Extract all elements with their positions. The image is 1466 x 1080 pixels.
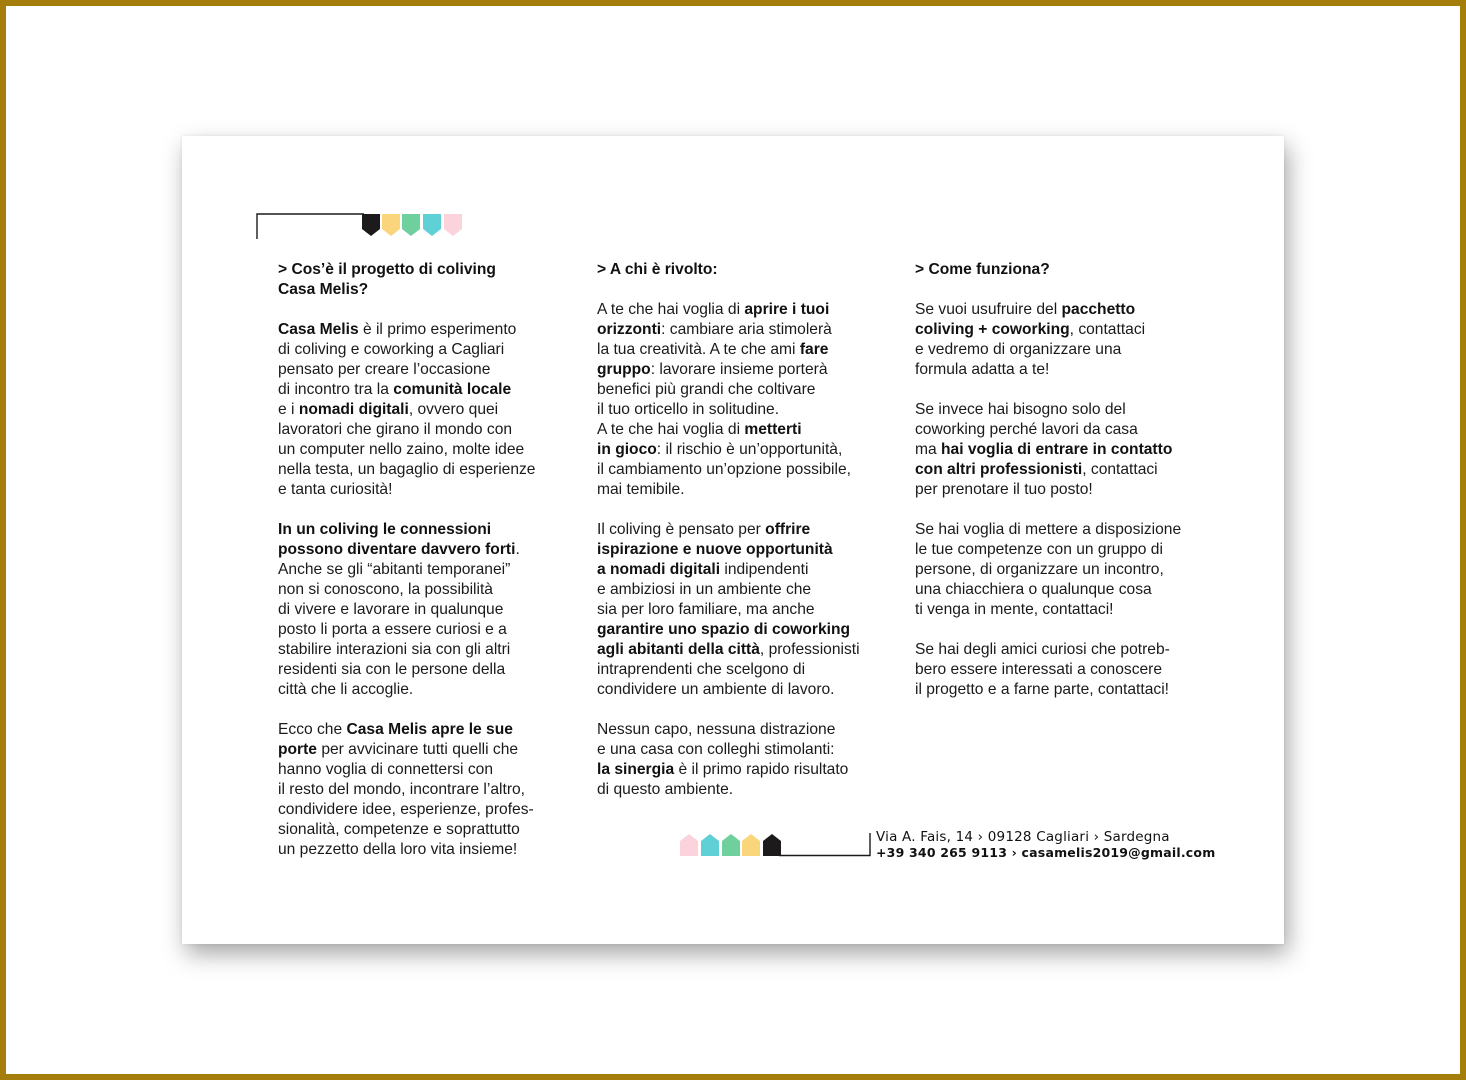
bold-text: aprire i tuoi orizzonti: [597, 301, 830, 338]
footer-contact: [876, 829, 1216, 861]
text-run: : il rischio è un’opportunità, il cambiamento un’opzione possibile, mai temibile.: [597, 441, 851, 498]
footer-address: Via A. Fais, 14 › 09128 Cagliari › Sardegna: [876, 829, 1170, 845]
top-bracket-line: [257, 214, 364, 239]
text-run: Se vuoi usufruire del: [915, 301, 1062, 318]
bold-text: Casa Melis: [278, 321, 359, 338]
house-green: [722, 834, 740, 856]
paragraph: [915, 520, 1215, 620]
column-heading: > Cos’è il progetto di coliving Casa Melis?: [278, 261, 496, 298]
text-run: A te che hai voglia di: [597, 301, 745, 318]
paragraph: [597, 300, 897, 500]
flag-pink: [444, 214, 462, 236]
flag-yellow: [382, 214, 400, 236]
paragraph: [278, 720, 578, 860]
text-run: Ecco che: [278, 721, 347, 738]
column-heading: > A chi è rivolto:: [597, 261, 718, 278]
bold-text: comunità locale: [393, 381, 512, 398]
text-run: è il primo rapido risultato di questo ambiente.: [597, 761, 849, 798]
house-yellow: [742, 834, 760, 856]
paragraph: [597, 520, 897, 700]
flyer-sheet: [182, 136, 1284, 944]
text-run: , professionisti intraprendenti che scelgono di condividere un ambiente di lavoro.: [597, 641, 860, 698]
text-run: indipendenti e ambiziosi in un ambiente che sia per loro familiare, ma anche: [597, 561, 815, 618]
house-black: [763, 834, 781, 856]
paragraph: [278, 320, 578, 500]
flag-green: [402, 214, 420, 236]
text-run: : lavorare insieme porterà benefici più grandi che coltivare il tuo orticello in solitudine. A te che hai voglia di: [597, 361, 828, 438]
text-run: : cambiare aria stimolerà la tua creatività. A te che ami: [597, 321, 832, 358]
text-run: Se invece hai bisogno solo del coworking perché lavori da casa ma: [915, 401, 1138, 458]
paragraph: [278, 520, 578, 700]
text-run: , contattaci per prenotare il tuo posto!: [915, 461, 1158, 498]
bold-text: pacchetto coliving + coworking: [915, 301, 1136, 338]
text-run: per avvicinare tutti quelli che hanno voglia di connettersi con il resto del mondo, incontrare l’altro, condividere idee, esperienze, profes- sionalità, competenze e soprattutto un pezzetto della loro vita insieme!: [278, 741, 534, 858]
column-how-it-works: [915, 260, 1215, 720]
bottom-bracket-line: [779, 833, 870, 856]
paragraph: [915, 640, 1215, 700]
bold-text: garantire uno spazio di coworking agli abitanti della città: [597, 621, 850, 658]
text-run: Se hai degli amici curiosi che potreb- bero essere interessati a conoscere il progetto e a farne parte, contattaci!: [915, 641, 1170, 698]
bold-text: fare gruppo: [597, 341, 829, 378]
top-flags-decoration: [256, 212, 466, 242]
text-run: Il coliving è pensato per: [597, 521, 766, 538]
text-run: è il primo esperimento di coliving e coworking a Cagliari pensato per creare l’occasione di incontro tra la: [278, 321, 517, 398]
column-what-is: [278, 260, 578, 880]
paragraph: [597, 720, 897, 800]
text-run: Se hai voglia di mettere a disposizione le tue competenze con un gruppo di persone, di organizzare un incontro, una chiacchiera o qualunque cosa ti venga in mente, contattaci!: [915, 521, 1182, 618]
paragraph: [915, 300, 1215, 380]
text-run: , contattaci e vedremo di organizzare una formula adatta a te!: [915, 321, 1146, 378]
house-pink: [680, 834, 698, 856]
bold-text: la sinergia: [597, 761, 675, 778]
bold-text: hai voglia di entrare in contatto con altri professionisti: [915, 441, 1173, 478]
bottom-houses-decoration: [679, 832, 875, 858]
bold-text: In un coliving le connessioni possono diventare davvero forti: [278, 521, 516, 558]
flag-cyan: [423, 214, 441, 236]
flag-black: [362, 214, 380, 236]
bold-text: nomadi digitali: [298, 401, 409, 418]
text-run: . Anche se gli “abitanti temporanei” non si conoscono, la possibilità di vivere e lavorare in qualunque posto li porta a essere curiosi e a stabilire interazioni sia con gli altri residenti sia con le persone della città che li accoglie.: [278, 541, 520, 698]
paragraph: [915, 400, 1215, 500]
footer-phone-email: +39 340 265 9113 › casamelis2019@gmail.com: [876, 845, 1216, 860]
bold-text: metterti in gioco: [597, 421, 802, 458]
text-run: , ovvero quei lavoratori che girano il mondo con un computer nello zaino, molte idee nella testa, un bagaglio di esperienze e tanta curiosità!: [278, 401, 536, 498]
column-target-audience: [597, 260, 897, 820]
text-run: Nessun capo, nessuna distrazione e una casa con colleghi stimolanti:: [597, 721, 836, 758]
bold-text: offrire ispirazione e nuove opportunità a nomadi digitali: [597, 521, 833, 578]
column-heading: > Come funziona?: [915, 261, 1050, 278]
text-run: e i: [278, 401, 295, 418]
bold-text: Casa Melis apre le sue porte: [278, 721, 513, 758]
house-cyan: [701, 834, 719, 856]
